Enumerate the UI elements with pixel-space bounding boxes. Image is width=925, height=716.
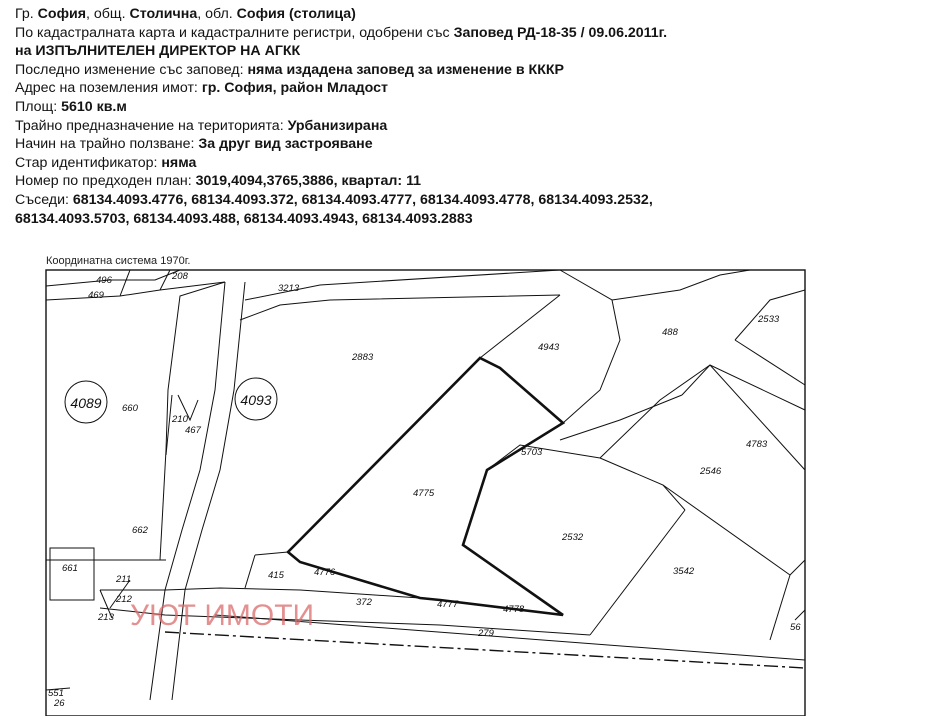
purpose-line: Трайно предназначение на територията: Урбанизирана — [15, 117, 388, 134]
parcel-label: 213 — [98, 612, 114, 623]
boundary — [46, 270, 180, 286]
parcel-label: 467 — [185, 425, 201, 436]
watermark: УЮТ ИМОТИ — [130, 599, 315, 632]
boundary — [735, 340, 805, 385]
parcel-label: 415 — [268, 570, 284, 581]
area-line: Площ: 5610 кв.м — [15, 98, 127, 115]
parcel-label: 661 — [62, 563, 78, 574]
boundary — [600, 458, 685, 510]
neighbors-line-continued: 68134.4093.5703, 68134.4093.488, 68134.4093.4943, 68134.4093.2883 — [15, 210, 473, 227]
boundary — [50, 548, 94, 600]
parcel-label: 3213 — [278, 283, 300, 294]
parcel-label: 4775 — [413, 488, 435, 499]
boundary — [245, 555, 255, 588]
boundary — [160, 270, 170, 290]
parcel-label: 2883 — [352, 352, 374, 363]
map-labels — [48, 271, 801, 709]
boundary — [612, 270, 750, 300]
boundary — [46, 282, 225, 300]
neighbors-line: Съседи: 68134.4093.4776, 68134.4093.372, 68134.4093.4777, 68134.4093.4778, 68134.4093.2532, — [15, 191, 653, 208]
authority-line: на ИЗПЪЛНИТЕЛЕН ДИРЕКТОР НА АГКК — [15, 43, 301, 60]
parcel-label: 56 — [790, 622, 801, 633]
zone-label-4089: 4089 — [70, 395, 102, 411]
last-change-line: Последно изменение със заповед: няма издадена заповед за изменение в КККР — [15, 61, 564, 78]
road-edge — [172, 282, 245, 700]
boundary — [560, 395, 682, 440]
parcel-label: 208 — [172, 271, 188, 282]
parcel-label: 4777 — [437, 599, 459, 610]
boundary — [240, 295, 560, 320]
address-line: Адрес на поземления имот: гр. София, район Младост — [15, 80, 388, 97]
boundary — [560, 270, 620, 423]
boundary — [487, 445, 600, 470]
parcel-label: 662 — [132, 525, 148, 536]
parcel-label: 488 — [662, 327, 678, 338]
parcel-label: 210 — [172, 414, 188, 425]
parcel-label: 4943 — [538, 342, 560, 353]
parcel-boundaries — [46, 270, 805, 700]
location-line: Гр. София, общ. Столична, обл. София (столица) — [15, 6, 356, 22]
boundary — [590, 510, 685, 635]
parcel-label: 660 — [122, 403, 138, 414]
boundary — [160, 450, 166, 560]
boundary — [770, 575, 790, 640]
parcel-label: 2532 — [562, 532, 584, 543]
usage-line: Начин на трайно ползване: За друг вид застрояване — [15, 136, 373, 153]
parcel-label: 26 — [54, 698, 65, 709]
boundary — [255, 552, 288, 555]
parcel-label: 3542 — [673, 566, 695, 577]
parcel-label: 212 — [116, 594, 132, 605]
parcel-label: 279 — [478, 628, 494, 639]
parcel-label: 5703 — [521, 447, 543, 458]
coordinate-system-label: Координатна система 1970г. — [46, 255, 191, 267]
parcel-label: 469 — [88, 290, 104, 301]
parcel-label: 496 — [96, 275, 112, 286]
boundary — [790, 560, 805, 575]
parcel-label: 2533 — [758, 314, 780, 325]
boundary — [710, 365, 805, 470]
boundary — [663, 485, 790, 575]
parcel-label: 372 — [356, 597, 372, 608]
boundary — [120, 270, 130, 296]
parcel-label: 4778 — [503, 604, 525, 615]
previous-plan-line: Номер по предходен план: 3019,4094,3765,3886, квартал: 11 — [15, 173, 422, 190]
zone-label-4093: 4093 — [240, 392, 272, 408]
parcel-label: 2546 — [700, 466, 722, 477]
parcel-label: 211 — [116, 574, 132, 585]
parcel-label: 4783 — [746, 439, 768, 450]
parcel-label: 4776 — [314, 567, 336, 578]
boundary — [795, 610, 805, 620]
old-id-line: Стар идентификатор: няма — [15, 154, 197, 171]
boundary — [600, 365, 710, 458]
approval-line: По кадастралната карта и кадастралните регистри, одобрени със Заповед РД-18-35 / 09.06.2011г. — [15, 24, 668, 41]
parcel-label: 551 — [48, 688, 64, 699]
